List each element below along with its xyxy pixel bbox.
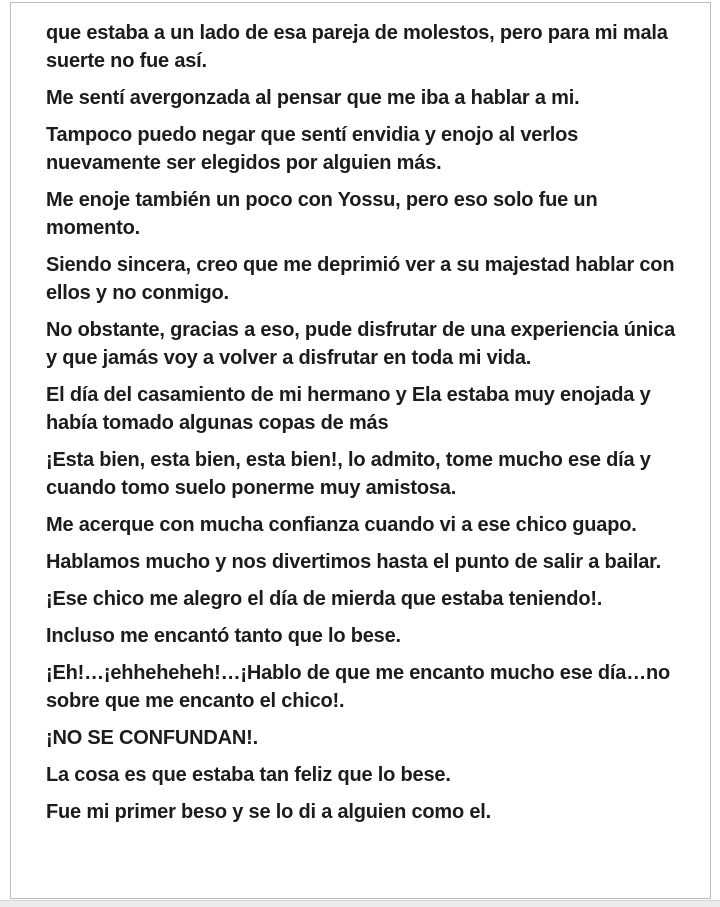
story-paragraph: Fue mi primer beso y se lo di a alguien como el. — [46, 801, 491, 823]
story-paragraph: ¡NO SE CONFUNDAN!. — [46, 727, 258, 749]
story-paragraph: No obstante, gracias a eso, pude disfrutar de una experiencia única y que jamás voy a volver a disfrutar en toda mi vida. — [46, 319, 676, 369]
story-text — [46, 19, 682, 835]
story-paragraph: Tampoco puedo negar que sentí envidia y enojo al verlos nuevamente ser elegidos por alguien más. — [46, 124, 579, 174]
story-paragraph: que estaba a un lado de esa pareja de molestos, pero para mi mala suerte no fue así. — [46, 22, 668, 72]
story-paragraph: La cosa es que estaba tan feliz que lo bese. — [46, 764, 451, 786]
story-paragraph: Me enoje también un poco con Yossu, pero eso solo fue un momento. — [46, 189, 598, 239]
story-paragraph: ¡Ese chico me alegro el día de mierda que estaba teniendo!. — [46, 588, 603, 610]
document-page — [10, 2, 711, 899]
story-paragraph: Hablamos mucho y nos divertimos hasta el punto de salir a bailar. — [46, 551, 661, 573]
story-paragraph: Siendo sincera, creo que me deprimió ver a su majestad hablar con ellos y no conmigo. — [46, 254, 675, 304]
story-paragraph: ¡Eh!…¡ehheheheh!…¡Hablo de que me encanto mucho ese día…no sobre que me encanto el chico!. — [46, 662, 671, 712]
app-background-strip — [0, 900, 720, 907]
story-paragraph: Me sentí avergonzada al pensar que me iba a hablar a mi. — [46, 87, 580, 109]
story-paragraph: ¡Esta bien, esta bien, esta bien!, lo admito, tome mucho ese día y cuando tomo suelo ponerme muy amistosa. — [46, 449, 651, 499]
story-paragraph: Me acerque con mucha confianza cuando vi a ese chico guapo. — [46, 514, 637, 536]
story-paragraph: El día del casamiento de mi hermano y Ela estaba muy enojada y había tomado algunas copas de más — [46, 384, 651, 434]
story-paragraph: Incluso me encantó tanto que lo bese. — [46, 625, 401, 647]
